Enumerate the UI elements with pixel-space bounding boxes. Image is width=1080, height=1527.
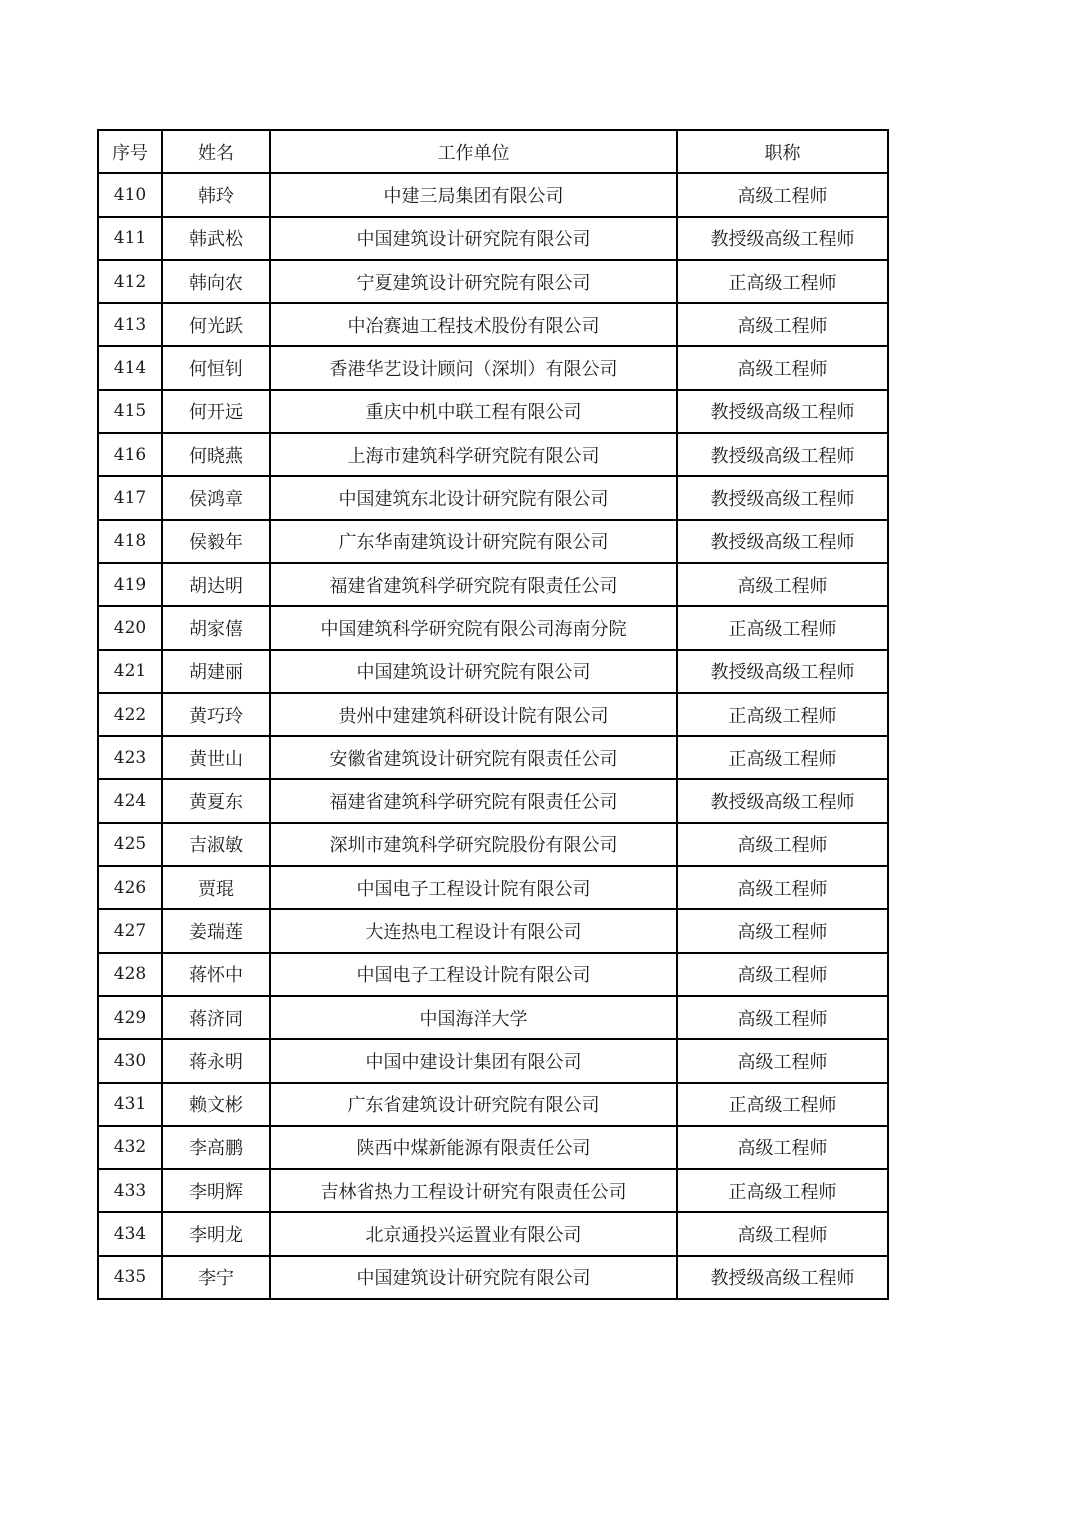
cell-name: 赖文彬 <box>162 1083 270 1126</box>
table-row <box>98 823 888 866</box>
table-row <box>98 866 888 909</box>
table-row <box>98 1169 888 1212</box>
cell-title: 高级工程师 <box>677 1212 888 1255</box>
cell-name: 蒋济同 <box>162 996 270 1039</box>
cell-title: 高级工程师 <box>677 953 888 996</box>
header-row <box>98 130 888 173</box>
cell-serial-number: 415 <box>98 390 162 433</box>
cell-serial-number: 430 <box>98 1039 162 1082</box>
table-row <box>98 390 888 433</box>
cell-title: 高级工程师 <box>677 996 888 1039</box>
cell-workplace: 香港华艺设计顾问（深圳）有限公司 <box>270 346 677 389</box>
table-row <box>98 173 888 216</box>
cell-workplace: 广东省建筑设计研究院有限公司 <box>270 1083 677 1126</box>
header-title: 职称 <box>677 130 888 173</box>
cell-title: 教授级高级工程师 <box>677 433 888 476</box>
cell-title: 教授级高级工程师 <box>677 476 888 519</box>
cell-workplace: 福建省建筑科学研究院有限责任公司 <box>270 779 677 822</box>
cell-workplace: 宁夏建筑设计研究院有限公司 <box>270 260 677 303</box>
cell-title: 教授级高级工程师 <box>677 1256 888 1299</box>
cell-name: 黄巧玲 <box>162 693 270 736</box>
table-row <box>98 909 888 952</box>
cell-serial-number: 426 <box>98 866 162 909</box>
cell-name: 李明龙 <box>162 1212 270 1255</box>
cell-serial-number: 425 <box>98 823 162 866</box>
cell-name: 胡家僖 <box>162 606 270 649</box>
cell-workplace: 中国电子工程设计院有限公司 <box>270 866 677 909</box>
cell-title: 正高级工程师 <box>677 693 888 736</box>
cell-workplace: 中国建筑东北设计研究院有限公司 <box>270 476 677 519</box>
cell-title: 教授级高级工程师 <box>677 390 888 433</box>
cell-workplace: 中国建筑设计研究院有限公司 <box>270 217 677 260</box>
cell-serial-number: 414 <box>98 346 162 389</box>
cell-workplace: 重庆中机中联工程有限公司 <box>270 390 677 433</box>
cell-name: 侯鸿章 <box>162 476 270 519</box>
cell-title: 高级工程师 <box>677 346 888 389</box>
table-row <box>98 1126 888 1169</box>
cell-serial-number: 412 <box>98 260 162 303</box>
cell-name: 李高鹏 <box>162 1126 270 1169</box>
cell-name: 胡建丽 <box>162 650 270 693</box>
cell-name: 韩向农 <box>162 260 270 303</box>
table-row <box>98 217 888 260</box>
cell-title: 教授级高级工程师 <box>677 520 888 563</box>
cell-workplace: 贵州中建建筑科研设计院有限公司 <box>270 693 677 736</box>
cell-name: 黄世山 <box>162 736 270 779</box>
cell-title: 正高级工程师 <box>677 260 888 303</box>
cell-serial-number: 416 <box>98 433 162 476</box>
cell-title: 正高级工程师 <box>677 1083 888 1126</box>
cell-serial-number: 431 <box>98 1083 162 1126</box>
cell-name: 蒋永明 <box>162 1039 270 1082</box>
table-row <box>98 693 888 736</box>
cell-workplace: 中国建筑设计研究院有限公司 <box>270 650 677 693</box>
table-row <box>98 1212 888 1255</box>
cell-title: 正高级工程师 <box>677 1169 888 1212</box>
cell-name: 何开远 <box>162 390 270 433</box>
cell-workplace: 大连热电工程设计有限公司 <box>270 909 677 952</box>
table-row <box>98 650 888 693</box>
cell-name: 何光跃 <box>162 303 270 346</box>
cell-workplace: 深圳市建筑科学研究院股份有限公司 <box>270 823 677 866</box>
table-row <box>98 606 888 649</box>
cell-serial-number: 410 <box>98 173 162 216</box>
table-row <box>98 563 888 606</box>
table-row <box>98 1039 888 1082</box>
table-row <box>98 779 888 822</box>
cell-title: 教授级高级工程师 <box>677 779 888 822</box>
cell-name: 何晓燕 <box>162 433 270 476</box>
table-row <box>98 476 888 519</box>
cell-serial-number: 435 <box>98 1256 162 1299</box>
cell-workplace: 中国电子工程设计院有限公司 <box>270 953 677 996</box>
table-body <box>98 173 888 1299</box>
cell-name: 李宁 <box>162 1256 270 1299</box>
cell-workplace: 北京通投兴运置业有限公司 <box>270 1212 677 1255</box>
cell-serial-number: 423 <box>98 736 162 779</box>
table-row <box>98 433 888 476</box>
cell-title: 高级工程师 <box>677 909 888 952</box>
cell-title: 正高级工程师 <box>677 736 888 779</box>
cell-title: 教授级高级工程师 <box>677 650 888 693</box>
table-row <box>98 260 888 303</box>
cell-name: 韩武松 <box>162 217 270 260</box>
table-row <box>98 1256 888 1299</box>
cell-name: 胡达明 <box>162 563 270 606</box>
cell-name: 韩玲 <box>162 173 270 216</box>
cell-serial-number: 413 <box>98 303 162 346</box>
cell-workplace: 福建省建筑科学研究院有限责任公司 <box>270 563 677 606</box>
cell-title: 高级工程师 <box>677 1126 888 1169</box>
cell-serial-number: 421 <box>98 650 162 693</box>
table-row <box>98 996 888 1039</box>
cell-serial-number: 434 <box>98 1212 162 1255</box>
cell-name: 吉淑敏 <box>162 823 270 866</box>
cell-name: 何恒钊 <box>162 346 270 389</box>
table-row <box>98 520 888 563</box>
header-name: 姓名 <box>162 130 270 173</box>
cell-workplace: 上海市建筑科学研究院有限公司 <box>270 433 677 476</box>
cell-workplace: 中国建筑科学研究院有限公司海南分院 <box>270 606 677 649</box>
cell-serial-number: 432 <box>98 1126 162 1169</box>
cell-name: 黄夏东 <box>162 779 270 822</box>
cell-serial-number: 411 <box>98 217 162 260</box>
cell-workplace: 中国中建设计集团有限公司 <box>270 1039 677 1082</box>
cell-serial-number: 418 <box>98 520 162 563</box>
cell-serial-number: 422 <box>98 693 162 736</box>
cell-workplace: 中国海洋大学 <box>270 996 677 1039</box>
cell-title: 高级工程师 <box>677 823 888 866</box>
cell-serial-number: 433 <box>98 1169 162 1212</box>
cell-title: 高级工程师 <box>677 173 888 216</box>
table-row <box>98 346 888 389</box>
cell-workplace: 中国建筑设计研究院有限公司 <box>270 1256 677 1299</box>
cell-serial-number: 429 <box>98 996 162 1039</box>
cell-workplace: 中冶赛迪工程技术股份有限公司 <box>270 303 677 346</box>
cell-serial-number: 420 <box>98 606 162 649</box>
cell-serial-number: 419 <box>98 563 162 606</box>
cell-title: 高级工程师 <box>677 866 888 909</box>
cell-serial-number: 427 <box>98 909 162 952</box>
cell-title: 高级工程师 <box>677 303 888 346</box>
table-row <box>98 953 888 996</box>
cell-name: 李明辉 <box>162 1169 270 1212</box>
cell-title: 高级工程师 <box>677 563 888 606</box>
table-row <box>98 303 888 346</box>
cell-title: 正高级工程师 <box>677 606 888 649</box>
cell-serial-number: 417 <box>98 476 162 519</box>
cell-workplace: 安徽省建筑设计研究院有限责任公司 <box>270 736 677 779</box>
cell-name: 侯毅年 <box>162 520 270 563</box>
table-row <box>98 1083 888 1126</box>
header-serial-number: 序号 <box>98 130 162 173</box>
cell-serial-number: 424 <box>98 779 162 822</box>
roster-table <box>97 129 889 1300</box>
cell-name: 蒋怀中 <box>162 953 270 996</box>
cell-workplace: 吉林省热力工程设计研究有限责任公司 <box>270 1169 677 1212</box>
cell-workplace: 陕西中煤新能源有限责任公司 <box>270 1126 677 1169</box>
table-row <box>98 736 888 779</box>
cell-title: 高级工程师 <box>677 1039 888 1082</box>
cell-name: 姜瑞莲 <box>162 909 270 952</box>
cell-serial-number: 428 <box>98 953 162 996</box>
cell-workplace: 中建三局集团有限公司 <box>270 173 677 216</box>
header-workplace: 工作单位 <box>270 130 677 173</box>
cell-name: 贾琨 <box>162 866 270 909</box>
table-header <box>98 130 888 173</box>
cell-title: 教授级高级工程师 <box>677 217 888 260</box>
cell-workplace: 广东华南建筑设计研究院有限公司 <box>270 520 677 563</box>
